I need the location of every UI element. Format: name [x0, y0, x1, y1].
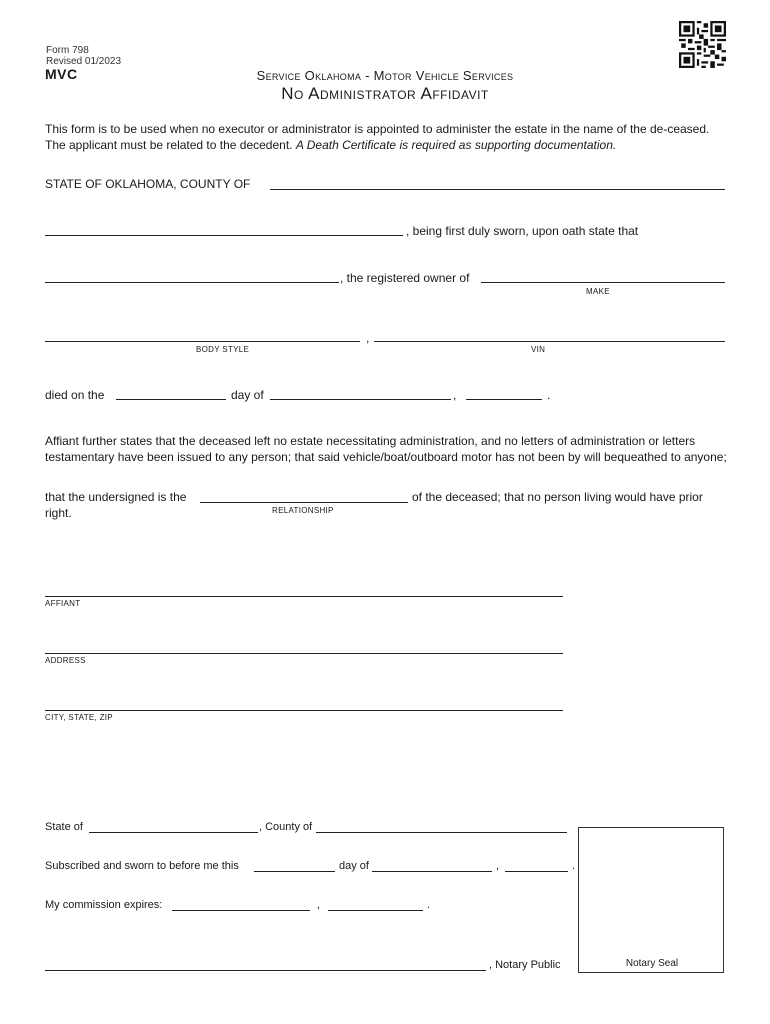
notary-seal-box	[578, 827, 724, 973]
notary-year-field[interactable]	[505, 871, 568, 872]
form-number-block	[46, 45, 121, 67]
qr-code-icon	[679, 21, 726, 68]
state-county-label: STATE OF OKLAHOMA, COUNTY OF	[45, 177, 251, 191]
notary-day-field[interactable]	[254, 871, 335, 872]
notary-period: .	[572, 860, 576, 872]
relationship-label: RELATIONSHIP	[272, 506, 334, 515]
division-code: MVC	[45, 66, 78, 82]
relationship-prefix: that the undersigned is the	[45, 490, 187, 504]
address-field[interactable]	[45, 653, 563, 654]
city-state-zip-label: CITY, STATE, ZIP	[45, 713, 113, 722]
period: .	[547, 388, 551, 402]
commission-period: .	[427, 899, 431, 911]
revised-date: Revised 01/2023	[46, 56, 122, 67]
notary-state-label: State of	[45, 821, 83, 833]
agency-name: Service Oklahoma - Motor Vehicle Services	[256, 68, 514, 83]
decedent-name-field[interactable]	[45, 282, 339, 283]
subscribed-label: Subscribed and sworn to before me this	[45, 860, 239, 872]
commission-comma: ,	[317, 899, 321, 911]
page-title: No Administrator Affidavit	[281, 84, 489, 103]
notary-day-of-label: day of	[339, 860, 369, 872]
death-day-field[interactable]	[116, 399, 226, 400]
body-style-field[interactable]	[45, 341, 360, 342]
comma-separator-2: ,	[453, 388, 457, 402]
affiant-signature-field[interactable]	[45, 596, 563, 597]
address-label: ADDRESS	[45, 656, 86, 665]
make-field[interactable]	[481, 282, 725, 283]
relationship-field[interactable]	[200, 502, 408, 503]
commission-year-field[interactable]	[328, 910, 423, 911]
affiant-name-field[interactable]	[45, 235, 403, 236]
vin-field[interactable]	[374, 341, 725, 342]
registered-owner-text: , the registered owner of	[340, 271, 470, 285]
intro-italic-note: A Death Certificate is required as supporting documentation.	[295, 138, 617, 152]
day-of-label: day of	[231, 388, 264, 402]
relationship-end: right.	[45, 506, 72, 520]
comma-separator: ,	[366, 331, 370, 345]
relationship-suffix: of the deceased; that no person living would have prior	[412, 490, 703, 504]
death-month-field[interactable]	[270, 399, 451, 400]
vin-label: VIN	[531, 345, 546, 354]
death-year-field[interactable]	[466, 399, 542, 400]
notary-signature-field[interactable]	[45, 970, 486, 971]
commission-date-field[interactable]	[172, 910, 310, 911]
statement-paragraph: Affiant further states that the deceased left no estate necessitating administration, and no letters of administration or letters testamentary have been issued to any person; that said vehicle/boat/outboard motor has not been by will bequeathed to anyone;	[45, 434, 727, 464]
county-field[interactable]	[270, 189, 725, 190]
form-number: Form 798	[46, 45, 89, 56]
intro-paragraph	[45, 121, 729, 153]
notary-seal-label: Notary Seal	[625, 958, 679, 969]
commission-label: My commission expires:	[45, 899, 163, 911]
body-style-label: BODY STYLE	[196, 345, 250, 354]
make-label: MAKE	[586, 287, 610, 296]
notary-month-field[interactable]	[372, 871, 492, 872]
notary-public-label: , Notary Public	[489, 959, 561, 971]
notary-comma: ,	[496, 860, 500, 872]
notary-state-field[interactable]	[89, 832, 258, 833]
notary-county-field[interactable]	[316, 832, 567, 833]
died-on-label: died on the	[45, 388, 105, 402]
affiant-label: AFFIANT	[45, 599, 81, 608]
city-state-zip-field[interactable]	[45, 710, 563, 711]
notary-county-label: , County of	[259, 821, 313, 833]
sworn-text: , being first duly sworn, upon oath state that	[406, 224, 639, 238]
intro-text: This form is to be used when no executor or administrator is appointed to administer the estate in the name of the de-ceased. The applicant must be related to the decedent.	[45, 122, 710, 152]
